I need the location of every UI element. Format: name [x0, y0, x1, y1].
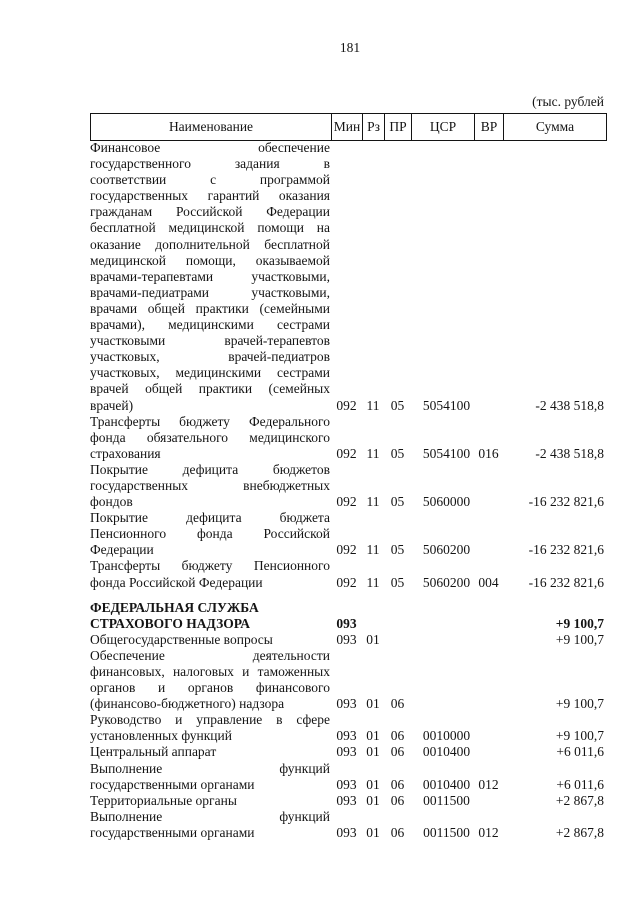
row-name-line: Руководство и управление в сфере — [90, 712, 330, 728]
row-name — [90, 793, 331, 809]
section-code: 11 — [366, 445, 380, 461]
row-name-line: Центральный аппарат — [90, 744, 217, 760]
subsection-code: 06 — [390, 824, 405, 840]
row-name-line: врачами-терапевтами участковыми, — [90, 268, 330, 284]
ministry-code: 092 — [336, 494, 357, 510]
table-row — [90, 648, 607, 712]
ministry-code: 093 — [336, 728, 357, 744]
ministry-code: 092 — [336, 445, 357, 461]
row-name-line: Выполнение функций — [90, 760, 330, 776]
table-row — [90, 414, 607, 462]
expense-type-code — [474, 616, 503, 632]
ministry-code: 093 — [336, 776, 357, 792]
row-name-line: Финансовое обеспечение — [90, 140, 330, 155]
row-name-line: бесплатной медицинской помощи на — [90, 220, 330, 236]
header-target-article: ЦСР — [411, 114, 474, 140]
row-name — [90, 462, 331, 510]
section-code: 11 — [366, 542, 380, 558]
target-article-code — [411, 696, 474, 712]
row-name — [90, 648, 331, 712]
ministry-code: 092 — [336, 397, 357, 413]
row-name-line: ФЕДЕРАЛЬНАЯ СЛУЖБА — [90, 599, 259, 615]
subsection-code: 05 — [390, 574, 405, 590]
row-name-line: участковыми врачей-терапевтов — [90, 333, 330, 349]
section-code: 01 — [366, 792, 380, 808]
row-name-line: врачами), медицинскими сестрами — [90, 317, 330, 333]
table-row — [90, 793, 607, 809]
target-article-code: 0010400 — [422, 744, 471, 760]
row-name-line: Покрытие дефицита бюджетов — [90, 461, 330, 477]
subsection-code: 06 — [390, 744, 405, 760]
target-article-code: 0010400 — [422, 776, 471, 792]
ministry-code: 093 — [336, 631, 357, 647]
section-code: 01 — [366, 744, 380, 760]
section-code: 11 — [366, 494, 380, 510]
target-article-code: 5054100 — [422, 445, 471, 461]
expense-type-code — [474, 494, 503, 510]
section-code: 01 — [366, 631, 380, 647]
row-name-line: гражданам Российской Федерации — [90, 204, 330, 220]
amount: +6 011,6 — [556, 744, 604, 760]
table-row — [90, 462, 607, 510]
target-article-code: 0010000 — [422, 728, 471, 744]
target-article-code: 5060200 — [422, 574, 471, 590]
target-article-code — [411, 616, 474, 632]
row-name-line: Пенсионного фонда Российской — [90, 526, 330, 542]
header-amount: Сумма — [503, 114, 606, 140]
row-name — [90, 809, 331, 841]
amount: +2 867,8 — [555, 824, 604, 840]
subsection-code — [384, 632, 411, 648]
table-header — [90, 113, 607, 141]
row-name-line: страхования — [90, 445, 161, 461]
table-row — [90, 712, 607, 744]
row-name-line: Трансферты бюджету Федерального — [90, 413, 330, 429]
subsection-code — [384, 616, 411, 632]
row-name-line: фондов — [90, 494, 133, 510]
row-name-line: (финансово-бюджетного) надзора — [90, 696, 285, 712]
row-name — [90, 761, 331, 793]
expense-type-code — [474, 398, 503, 414]
ministry-code: 093 — [336, 615, 357, 631]
section-code: 01 — [366, 776, 380, 792]
expense-type-code — [474, 728, 503, 744]
row-name-line: государственными органами — [90, 776, 255, 792]
row-name-line: Территориальные органы — [90, 792, 237, 808]
row-name-line: Федерации — [90, 542, 154, 558]
section-code: 01 — [366, 728, 380, 744]
ministry-code: 092 — [336, 574, 357, 590]
row-name-line: Выполнение функций — [90, 808, 330, 824]
row-name — [90, 632, 331, 648]
target-article-code: 0011500 — [423, 792, 470, 808]
row-name-line: фонда обязательного медицинского — [90, 429, 330, 445]
subsection-code: 06 — [390, 728, 405, 744]
row-name-line: врачей общей практики (семейных — [90, 381, 330, 397]
amount: -16 232 821,6 — [528, 494, 604, 510]
row-name-line: врачами-педиатрами участковыми, — [90, 284, 330, 300]
amount: -2 438 518,8 — [535, 445, 604, 461]
row-name-line: СТРАХОВОГО НАДЗОРА — [90, 615, 250, 631]
subsection-code: 05 — [390, 494, 405, 510]
expense-type-code: 004 — [478, 574, 499, 590]
table-row — [90, 761, 607, 793]
row-name-line: участковых, врачей-педиатров — [90, 349, 330, 365]
units-label: (тыс. рублей — [532, 94, 604, 109]
expense-type-code: 016 — [478, 445, 499, 461]
row-name-line: государственных внебюджетных — [90, 477, 330, 493]
row-name-line: соответствии с программой — [90, 172, 330, 188]
table-row — [90, 510, 607, 558]
amount: +9 100,7 — [555, 631, 604, 647]
row-name-line: участковых, медицинскими сестрами — [90, 365, 330, 381]
row-name — [90, 140, 331, 414]
section-code: 01 — [366, 824, 380, 840]
amount: +6 011,6 — [556, 776, 604, 792]
row-name-line: медицинской помощи, оказываемой — [90, 252, 330, 268]
row-name — [90, 558, 331, 590]
row-name — [90, 744, 331, 760]
row-name-line: Обеспечение деятельности — [90, 647, 330, 663]
table-row — [90, 744, 607, 760]
target-article-code: 5060000 — [422, 494, 471, 510]
row-name-line: органов и органов финансового — [90, 680, 330, 696]
row-name-line: Общегосударственные вопросы — [90, 631, 273, 647]
expense-type-code: 012 — [478, 776, 499, 792]
amount: +9 100,7 — [555, 615, 604, 631]
header-name: Наименование — [168, 119, 254, 134]
expense-type-code: 012 — [478, 824, 499, 840]
row-name-line: Покрытие дефицита бюджета — [90, 510, 330, 526]
subsection-code: 06 — [390, 792, 405, 808]
amount: -16 232 821,6 — [528, 542, 604, 558]
subsection-code: 05 — [390, 445, 405, 461]
expense-type-code — [474, 793, 503, 809]
subsection-code: 06 — [390, 696, 405, 712]
row-name-line: государственными органами — [90, 824, 255, 840]
table-row — [90, 140, 607, 414]
row-name — [90, 600, 331, 632]
subsection-code: 06 — [390, 776, 405, 792]
ministry-code: 093 — [336, 696, 357, 712]
row-name-line: Трансферты бюджету Пенсионного — [90, 558, 330, 574]
amount: +9 100,7 — [555, 696, 604, 712]
section-code: 11 — [366, 397, 380, 413]
row-name-line: государственного задания в — [90, 156, 330, 172]
section-code — [362, 616, 384, 632]
amount: +2 867,8 — [555, 792, 604, 808]
amount: +9 100,7 — [555, 728, 604, 744]
section-code: 01 — [366, 696, 380, 712]
expense-type-code — [474, 542, 503, 558]
ministry-code: 092 — [336, 542, 357, 558]
table-row — [90, 558, 607, 590]
row-name-line: государственных гарантий оказания — [90, 188, 330, 204]
amount: -16 232 821,6 — [528, 574, 604, 590]
header-section: Рз — [362, 114, 384, 140]
expense-type-code — [474, 744, 503, 760]
target-article-code: 5054100 — [422, 397, 471, 413]
row-name-line: финансовых, налоговых и таможенных — [90, 664, 330, 679]
target-article-code: 5060200 — [422, 542, 471, 558]
table-row — [90, 809, 607, 841]
target-article-code — [411, 632, 474, 648]
ministry-code: 093 — [336, 744, 357, 760]
header-expense-type: ВР — [474, 114, 503, 140]
ministry-code: 093 — [336, 792, 357, 808]
section-code: 11 — [366, 574, 380, 590]
subsection-code: 05 — [390, 397, 405, 413]
row-name-line: оказание дополнительной бесплатной — [90, 236, 330, 252]
ministry-code: 093 — [336, 824, 357, 840]
target-article-code: 0011500 — [423, 824, 470, 840]
header-ministry: Мин — [331, 114, 362, 140]
row-name-line: врачей) — [90, 397, 134, 413]
expense-type-code — [474, 632, 503, 648]
row-name-line: установленных функций — [90, 728, 232, 744]
subsection-code: 05 — [390, 542, 405, 558]
row-name-line: фонда Российской Федерации — [90, 574, 263, 590]
header-subsection: ПР — [384, 114, 411, 140]
table-body — [90, 140, 607, 841]
expense-type-code — [474, 696, 503, 712]
amount: -2 438 518,8 — [535, 397, 604, 413]
table-row — [90, 632, 607, 648]
row-name — [90, 712, 331, 744]
row-name-line: врачами общей практики (семейными — [90, 300, 330, 316]
row-name — [90, 510, 331, 558]
page-number: 181 — [339, 40, 361, 55]
row-name — [90, 414, 331, 462]
table-row — [90, 600, 607, 632]
